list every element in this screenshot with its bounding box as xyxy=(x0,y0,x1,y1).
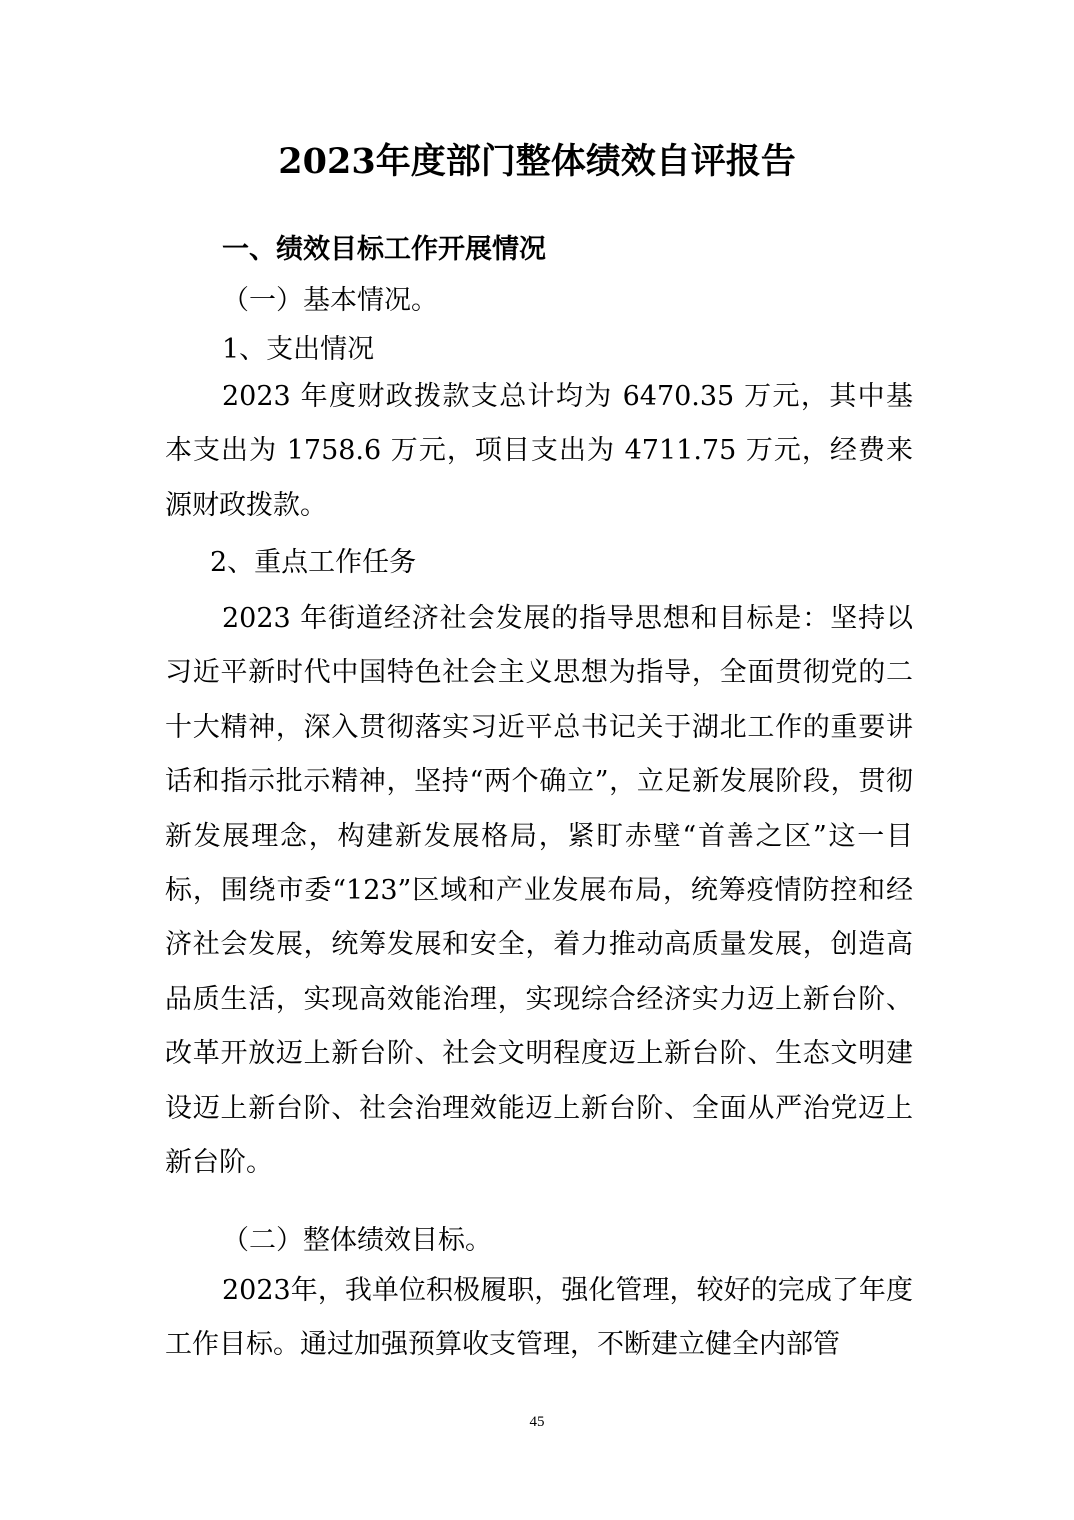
paragraph-expenditure: 2023 年度财政拨款支总计均为 6470.35 万元，其中基本支出为 1758.6 万元，项目支出为 4711.75 万元，经费来源财政拨款。 xyxy=(165,381,913,521)
paragraph-key-tasks: 2023 年街道经济社会发展的指导思想和目标是：坚持以习近平新时代中国特色社会主义思想为指导，全面贯彻党的二十大精神，深入贯彻落实习近平总书记关于湖北工作的重要讲话和指示批示精神，坚持“两个确立”，立足新发展阶段，贯彻新发展理念，构建新发展格局，紧盯赤壁“首善之区”这一目标，围绕市委“123”区域和产业发展布局，统筹疫情防控和经济社会发展，统筹发展和安全，着力推动高质量发展，创造高品质生活，实现高效能治理，实现综合经济实力迈上新台阶、改革开放迈上新台阶、社会文明程度迈上新台阶、生态文明建设迈上新台阶、社会治理效能迈上新台阶、全面从严治党迈上新台阶。 xyxy=(165,603,913,1179)
subsection-heading-basic: （一）基本情况。 xyxy=(222,285,438,316)
page-number: 45 xyxy=(529,1414,545,1430)
section-heading: 一、绩效目标工作开展情况 xyxy=(222,234,546,265)
item-heading-key-tasks: 2、重点工作任务 xyxy=(210,547,417,578)
item-heading-expenditure: 1、支出情况 xyxy=(222,334,375,365)
paragraph-goals: 2023年，我单位积极履职，强化管理，较好的完成了年度工作目标。通过加强预算收支管理，不断建立健全内部管 xyxy=(165,1275,913,1361)
document-title: 2023年度部门整体绩效自评报告 xyxy=(278,141,796,182)
subsection-heading-goals: （二）整体绩效目标。 xyxy=(222,1225,492,1256)
